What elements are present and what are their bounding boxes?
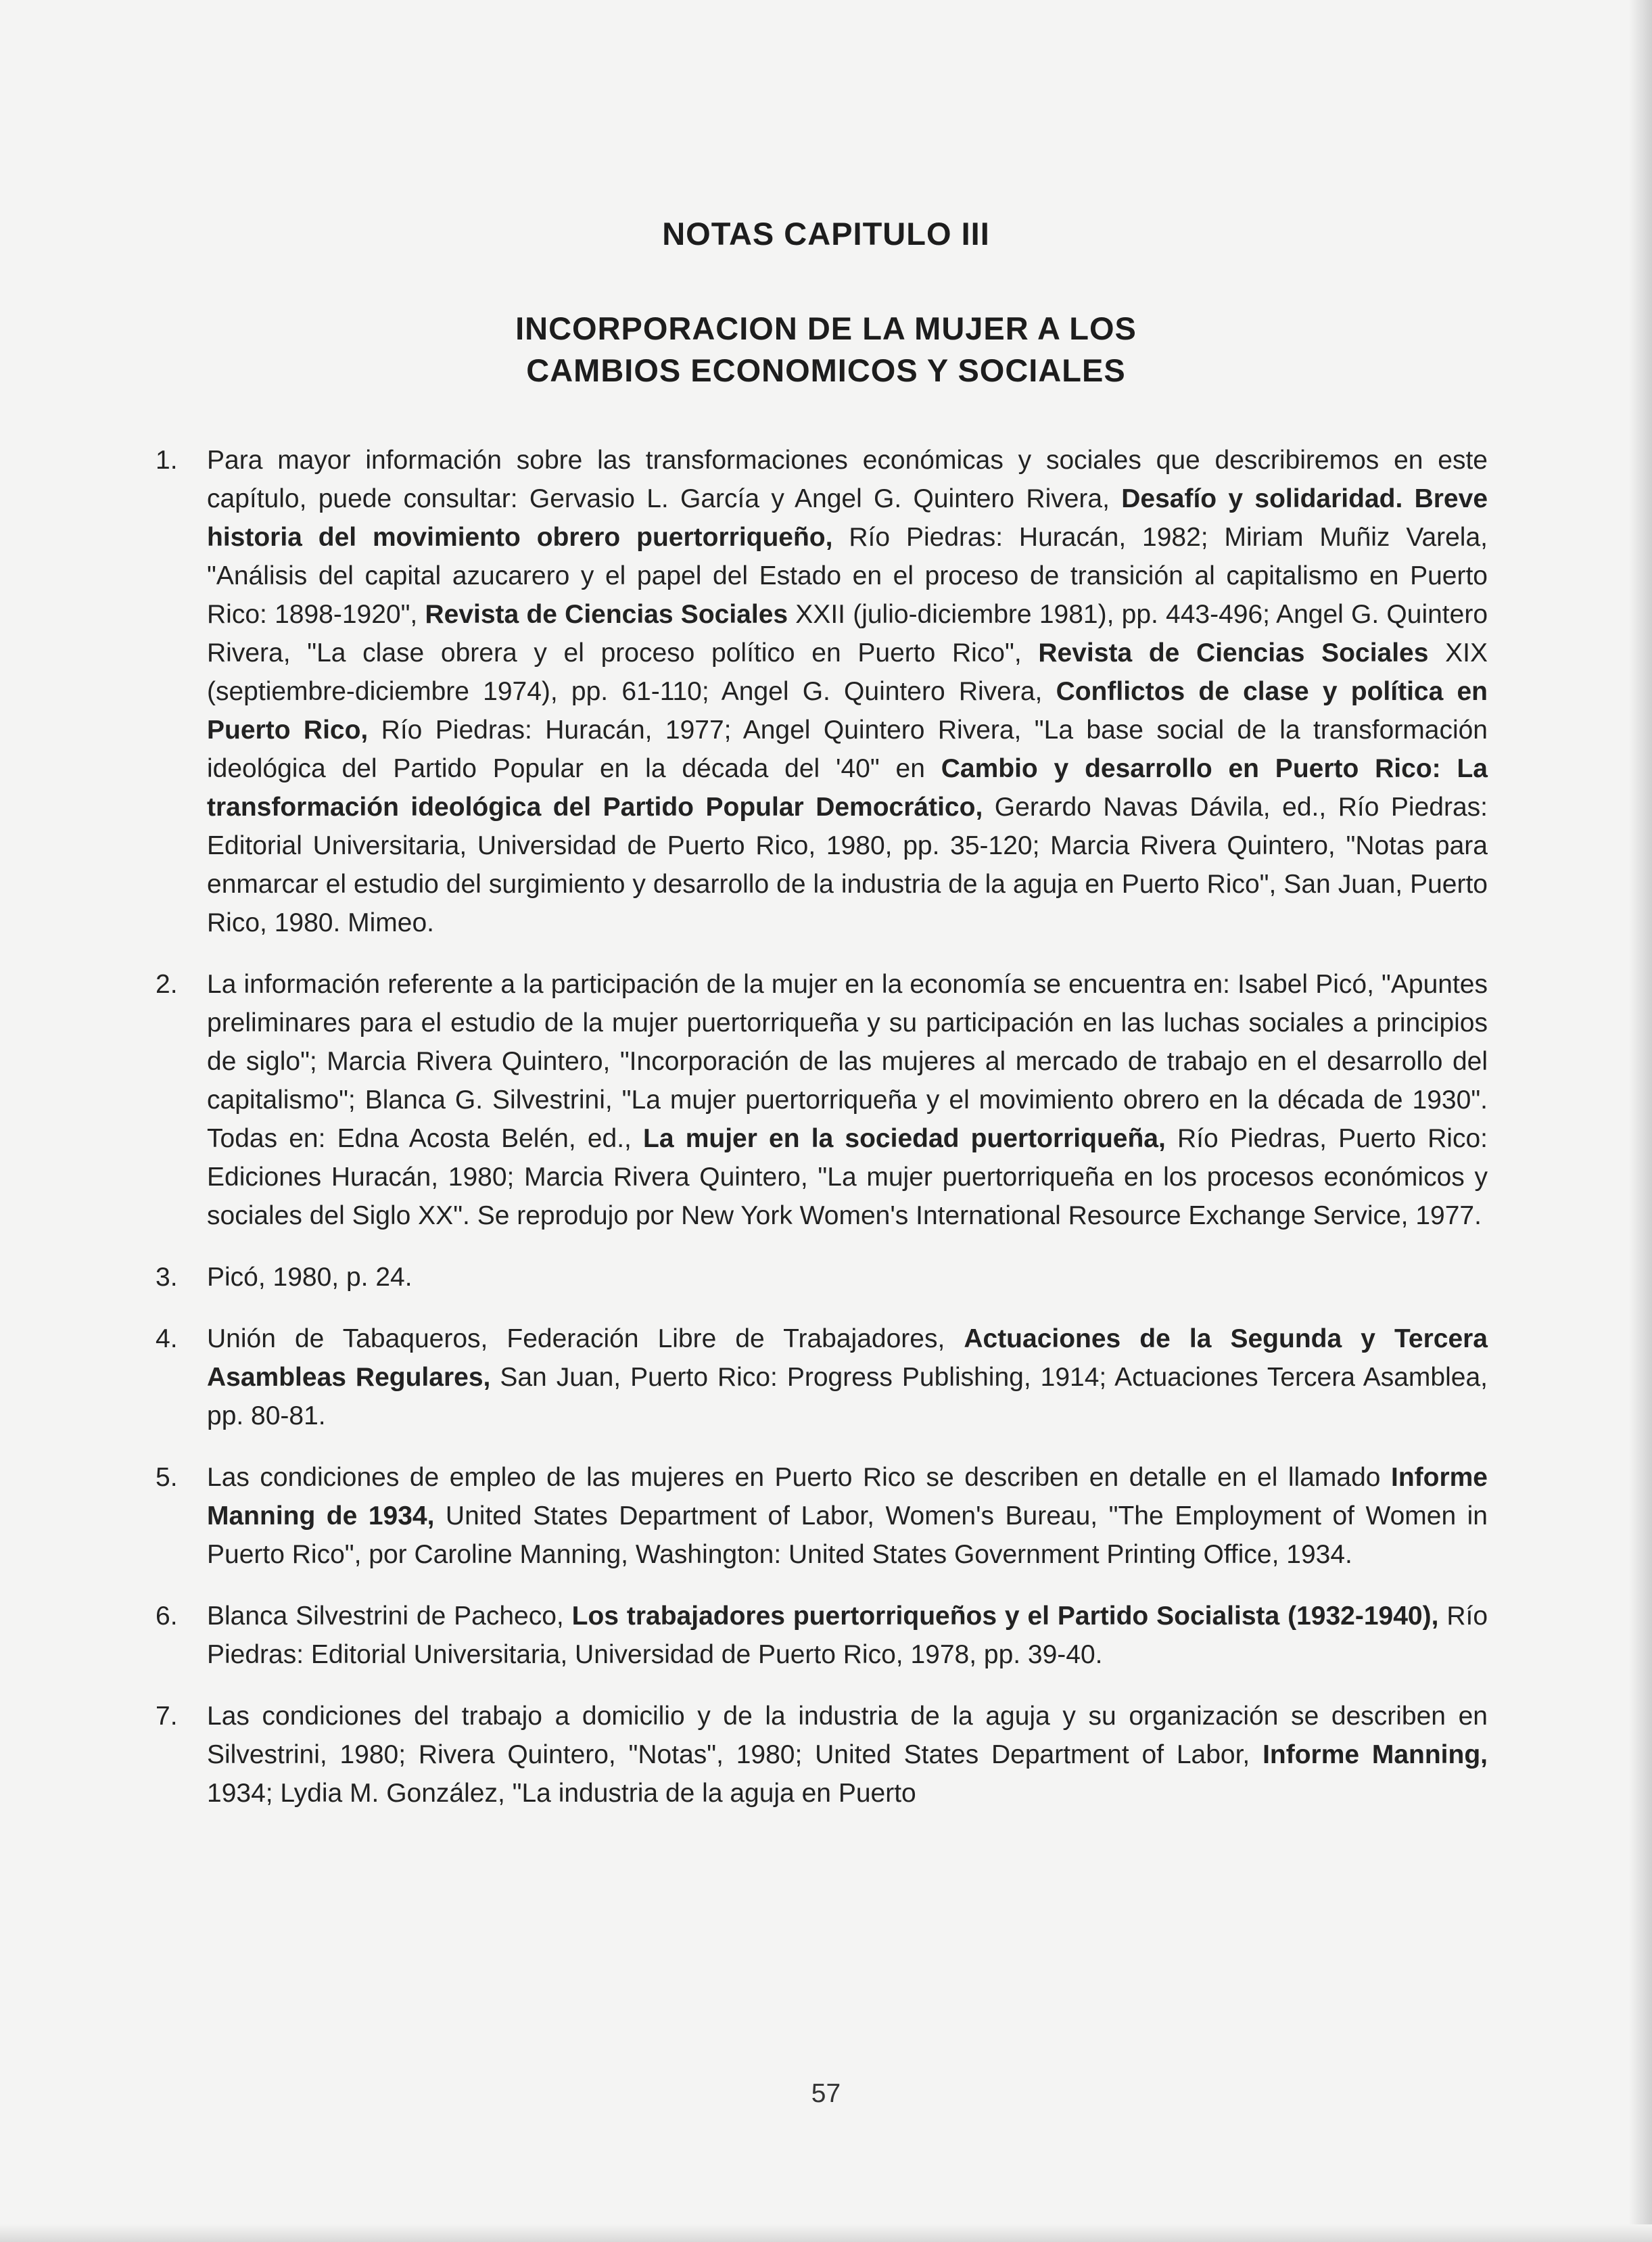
chapter-label: NOTAS CAPITULO III [662, 216, 990, 252]
chapter-title-line-2: CAMBIOS ECONOMICOS Y SOCIALES [526, 352, 1126, 388]
note-5 [156, 1458, 1488, 1574]
note-text-segment: Blanca Silvestrini de Pacheco, [207, 1602, 572, 1631]
note-number: 1. [156, 446, 178, 475]
note-number: 5. [156, 1463, 178, 1492]
note-text-segment: XXII (julio-diciembre 1981), pp. 443-496; Angel G. Quintero Rivera, "La clase obrera y el proceso político en Puerto Rico", [207, 600, 1488, 668]
notes-list [156, 441, 1488, 1836]
note-2 [156, 965, 1488, 1235]
note-text [207, 965, 1488, 1235]
note-number: 4. [156, 1324, 178, 1353]
note-number: 2. [156, 970, 178, 999]
note-bold-title: Desafío y solidaridad. Breve historia del movimiento obrero puertorriqueño, [207, 484, 1488, 552]
note-7 [156, 1697, 1488, 1813]
note-text-segment: Las condiciones de empleo de las mujeres en Puerto Rico se describen en detalle en el llamado [207, 1463, 1391, 1492]
note-text-segment: Las condiciones del trabajo a domicilio y de la industria de la aguja y su organización se describen en Silvestrini, 1980; Rivera Quintero, "Notas", 1980; United States Department of Labor, [207, 1702, 1488, 1769]
note-text-segment: Río Piedras, Puerto Rico: Ediciones Huracán, 1980; Marcia Rivera Quintero, "La mujer puertorriqueña en los procesos económicos y sociales del Siglo XX". Se reprodujo por New York Women's International Resource Exchange Service, 1977. [207, 1124, 1488, 1230]
note-text-segment: La información referente a la participación de la mujer en la economía se encuentra en: Isabel Picó, "Apuntes preliminares para el estudio de la mujer puertorriqueña y su participación en las luchas sociales a principios de siglo"; Marcia Rivera Quintero, "Incorporación de las mujeres al mercado de trabajo en el desarrollo del capitalismo"; Blanca G. Silvestrini, "La mujer puertorriqueña y el movimiento obrero en la década de 1930". Todas en: Edna Acosta Belén, ed., [207, 970, 1488, 1153]
note-text-segment: XIX (septiembre-diciembre 1974), pp. 61-110; Angel G. Quintero Rivera, [207, 638, 1488, 706]
note-bold-title: Revista de Ciencias Sociales [1038, 638, 1429, 668]
note-number: 7. [156, 1702, 178, 1731]
chapter-title-line-1: INCORPORACION DE LA MUJER A LOS [515, 310, 1137, 346]
note-text-segment: Río Piedras: Huracán, 1982; Miriam Muñiz Varela, "Análisis del capital azucarero y el papel del Estado en el proceso de transición al capitalismo en Puerto Rico: 1898-1920", [207, 523, 1488, 629]
note-text [207, 441, 1488, 942]
note-6 [156, 1597, 1488, 1674]
note-bold-title: La mujer en la sociedad puertorriqueña, [643, 1124, 1166, 1153]
note-text [207, 1458, 1488, 1574]
note-bold-title: Actuaciones de la Segunda y Tercera Asambleas Regulares, [207, 1324, 1488, 1392]
note-bold-title: Informe Manning, [1262, 1740, 1488, 1769]
note-text-segment: San Juan, Puerto Rico: Progress Publishing, 1914; Actuaciones Tercera Asamblea, pp. 80-81. [207, 1363, 1488, 1430]
note-bold-title: Revista de Ciencias Sociales [425, 600, 788, 629]
note-text-segment: Gerardo Navas Dávila, ed., Río Piedras: Editorial Universitaria, Universidad de Puerto Rico, 1980, pp. 35-120; Marcia Rivera Quintero, "Notas para enmarcar el estudio del surgimiento y desarrollo de la industria de la aguja en Puerto Rico", San Juan, Puerto Rico, 1980. Mimeo. [207, 793, 1488, 937]
note-text [207, 1697, 1488, 1813]
note-text-segment: Unión de Tabaqueros, Federación Libre de Trabajadores, [207, 1324, 964, 1353]
note-number: 3. [156, 1263, 178, 1292]
note-text-segment: Río Piedras: Huracán, 1977; Angel Quintero Rivera, "La base social de la transformación ideológica del Partido Popular en la década del '40" en [207, 716, 1488, 783]
note-number: 6. [156, 1602, 178, 1631]
scan-bottom-edge [0, 2224, 1652, 2242]
page-number: 57 [811, 2079, 841, 2108]
chapter-title [0, 308, 1652, 392]
note-text-segment: Para mayor información sobre las transformaciones económicas y sociales que describiremos en este capítulo, puede consultar: Gervasio L. García y Angel G. Quintero Rivera, [207, 446, 1488, 513]
note-bold-title: Conflictos de clase y política en Puerto Rico, [207, 677, 1488, 745]
note-bold-title: Informe Manning de 1934, [207, 1463, 1488, 1531]
note-3 [156, 1258, 1488, 1297]
note-text-segment: Río Piedras: Editorial Universitaria, Universidad de Puerto Rico, 1978, pp. 39-40. [207, 1602, 1488, 1669]
note-text-segment: 1934; Lydia M. González, "La industria de la aguja en Puerto [207, 1779, 916, 1808]
note-bold-title: Cambio y desarrollo en Puerto Rico: La transformación ideológica del Partido Popular Democrático, [207, 754, 1488, 822]
note-bold-title: Los trabajadores puertorriqueños y el Partido Socialista (1932-1940), [571, 1602, 1439, 1631]
note-1 [156, 441, 1488, 942]
note-text [207, 1319, 1488, 1435]
note-text [207, 1597, 1488, 1674]
note-text [207, 1258, 1488, 1297]
note-4 [156, 1319, 1488, 1435]
note-text-segment: United States Department of Labor, Women's Bureau, "The Employment of Women in Puerto Rico", por Caroline Manning, Washington: United States Government Printing Office, 1934. [207, 1501, 1488, 1569]
note-text-segment: Picó, 1980, p. 24. [207, 1263, 412, 1292]
